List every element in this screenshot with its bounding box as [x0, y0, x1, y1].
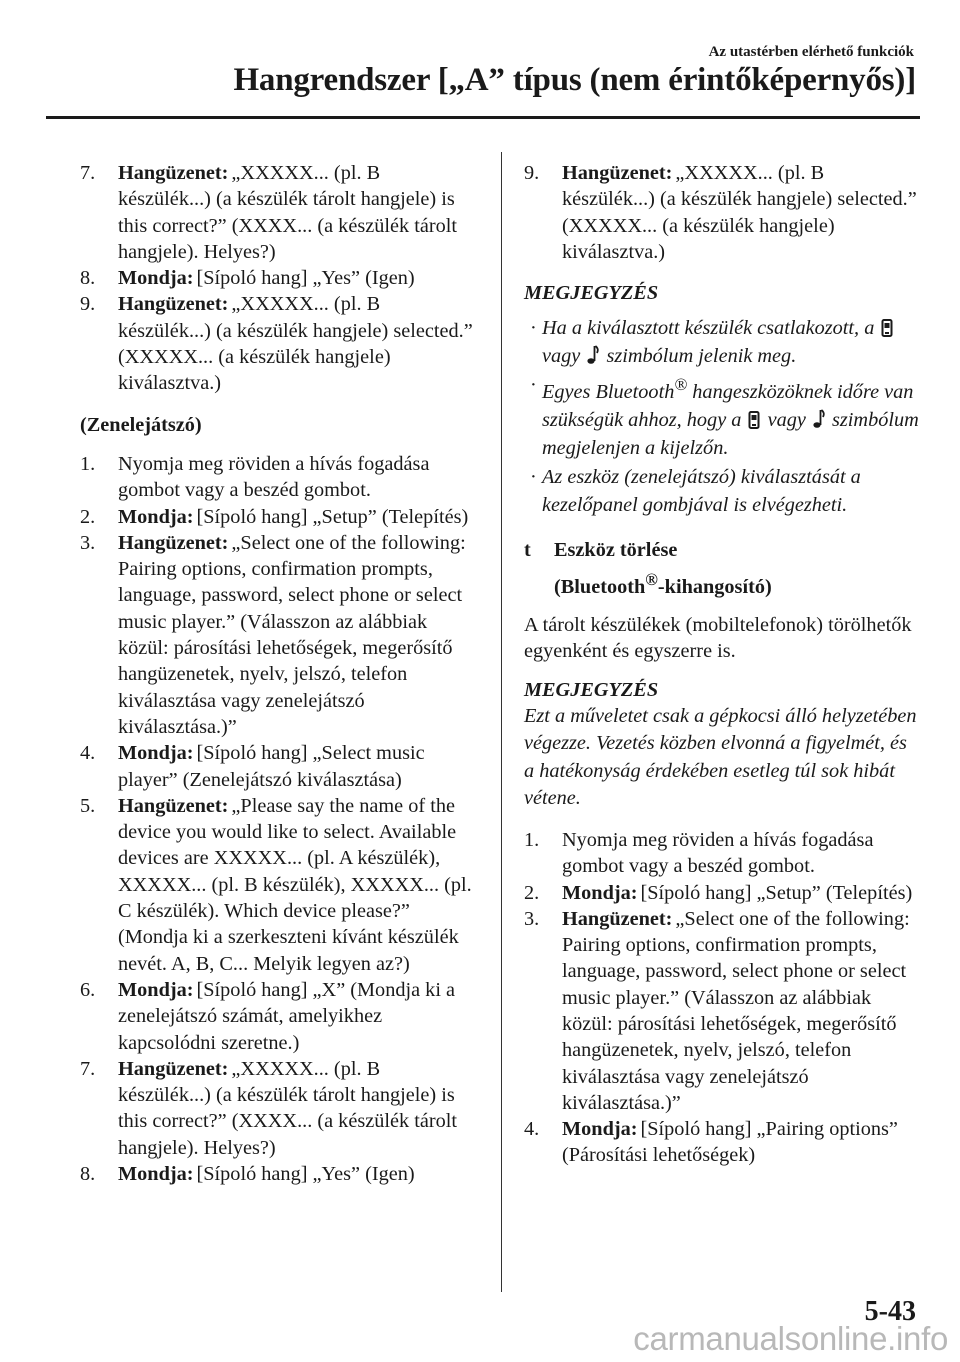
note-text: szimbólum megjelenjen a kijelzőn.	[542, 409, 919, 460]
step-number: 1.	[80, 452, 96, 475]
step-text: [Sípoló hang] „Setup” (Telepítés)	[640, 881, 913, 904]
step-text: [Sípoló hang] „Setup” (Telepítés)	[196, 505, 469, 528]
page-title: Hangrendszer [„A” típus (nem érintőképernyős)]	[233, 62, 916, 98]
list-item	[524, 906, 922, 1116]
list-item	[80, 265, 478, 291]
step-label: Mondja:	[562, 881, 638, 904]
note-text: vagy	[542, 345, 581, 368]
right-column	[524, 160, 922, 1169]
left-column	[80, 160, 478, 1187]
step-number: 2.	[80, 505, 96, 528]
step-number: 3.	[80, 531, 96, 554]
note-text: Egyes Bluetooth	[542, 381, 675, 404]
watermark: carmanualsonline.info	[633, 1320, 948, 1357]
list-item	[80, 1056, 478, 1161]
note-paragraph: Ezt a műveletet csak a gépkocsi álló helyzetében végezze. Vezetés közben elvonná a figyelmét, és a hatékonyság érdekében esetleg túl sok hibát vétene.	[524, 704, 917, 810]
step-label: Mondja:	[562, 1118, 638, 1141]
list-item	[80, 793, 478, 977]
list-item	[80, 291, 478, 396]
step-label: Hangüzenet:	[118, 293, 229, 316]
steps-list	[80, 451, 478, 1187]
header-rule	[46, 116, 920, 119]
step-label: Hangüzenet:	[118, 794, 229, 817]
step-text: Nyomja meg röviden a hívás fogadása gombot vagy a beszéd gombot.	[118, 452, 430, 502]
list-item	[524, 880, 922, 906]
subsection-heading	[524, 535, 922, 602]
step-text: [Sípoló hang] „Select music player” (Zenelejátszó kiválasztása)	[118, 742, 425, 791]
step-number: 1.	[524, 828, 540, 851]
step-text: „XXXXX... (pl. B készülék...) (a készülék hangjele) selected.” (XXXXX... (a készülék hangjele) kiválasztva.)	[118, 293, 473, 395]
step-text: „Select one of the following: Pairing options, confirmation prompts, language, password, select phone or select music player.” (Válasszon az alábbiak közül: párosítási lehetőségek, megerősítő hangüzenetek, nyelv, jelszó, telefon kiválasztása vagy zenelejátszó kiválasztása.)”	[118, 531, 466, 738]
step-text: „Please say the name of the device you would like to select. Available devices are XXXXX... (pl. A készülék), XXXXX... (pl. B készülék), XXXXX... (pl. C készülék). Which device please?” (Mondja ki a szerkeszteni kívánt készülék nevét. A, B, C... Melyik legyen az?)	[118, 794, 472, 975]
step-number: 2.	[524, 881, 540, 904]
section-heading: (Zenelejátszó)	[80, 413, 202, 436]
steps-list	[524, 160, 922, 265]
list-item	[80, 530, 478, 740]
step-label: Hangüzenet:	[562, 907, 673, 930]
note-heading: MEGJEGYZÉS	[524, 282, 659, 305]
step-number: 4.	[524, 1118, 540, 1141]
list-item	[80, 740, 478, 793]
note-text: vagy	[767, 409, 806, 432]
step-number: 9.	[524, 162, 540, 184]
note-text: hangeszközöknek időre van szükségük ahhoz, hogy a	[542, 381, 914, 432]
registered-mark: ®	[674, 375, 688, 395]
list-item	[80, 977, 478, 1056]
list-item	[524, 314, 922, 370]
phone-icon	[881, 319, 893, 337]
list-item	[524, 827, 922, 880]
step-number: 9.	[80, 293, 96, 316]
note-text: szimbólum jelenik meg.	[606, 345, 797, 368]
step-text: „XXXXX... (pl. B készülék...) (a készülék hangjele) selected.” (XXXXX... (a készülék hangjele) kiválasztva.)	[562, 162, 917, 263]
step-text: [Sípoló hang] „Pairing options” (Párosítási lehetőségek)	[562, 1118, 898, 1167]
step-number: 8.	[80, 1162, 96, 1185]
step-label: Hangüzenet:	[118, 1057, 229, 1080]
step-text: „XXXXX... (pl. B készülék...) (a készülék tárolt hangjele) is this correct?” (XXXX... (a készülék tárolt hangjele). Helyes?)	[118, 162, 458, 263]
step-label: Mondja:	[118, 1162, 194, 1185]
subsection-subtitle: (Bluetooth®-kihangosító)	[554, 570, 772, 599]
list-item	[80, 504, 478, 530]
step-text: [Sípoló hang] „X” (Mondja ki a zenelejátszó számát, amelyikhez kapcsolódni szeretne.)	[118, 978, 456, 1054]
step-text: „XXXXX... (pl. B készülék...) (a készülék tárolt hangjele) is this correct?” (XXXX... (a készülék tárolt hangjele). Helyes?)	[118, 1057, 458, 1159]
step-number: 5.	[80, 794, 96, 817]
step-number: 8.	[80, 267, 96, 290]
music-note-icon	[813, 409, 825, 429]
notes-list	[524, 314, 922, 519]
step-text: „Select one of the following: Pairing options, confirmation prompts, language, password, select phone or select music player.” (Válasszon az alábbiak közül: párosítási lehetőségek, megerősítő hangüzenetek, nyelv, jelszó, telefon kiválasztása vagy zenelejátszó kiválasztása.)”	[562, 907, 910, 1114]
step-number: 7.	[80, 1057, 96, 1080]
registered-mark: ®	[645, 570, 658, 590]
phone-icon	[748, 411, 760, 429]
note-heading: MEGJEGYZÉS	[524, 678, 659, 701]
step-label: Hangüzenet:	[118, 162, 229, 184]
list-item	[524, 371, 922, 462]
music-note-icon	[587, 345, 599, 365]
page-number: 5-43	[864, 1296, 916, 1327]
steps-list	[80, 160, 478, 397]
step-number: 7.	[80, 162, 96, 184]
list-item	[524, 1116, 922, 1169]
list-item	[80, 160, 478, 265]
list-item	[80, 1161, 478, 1187]
bullet-icon: ·	[530, 317, 537, 340]
subsection-title: Eszköz törlése	[554, 539, 678, 562]
step-number: 6.	[80, 978, 96, 1001]
note-text: Ha a kiválasztott készülék csatlakozott, a	[542, 317, 875, 340]
step-label: Mondja:	[118, 267, 194, 290]
bullet-icon: ·	[530, 466, 537, 489]
step-label: Mondja:	[118, 742, 194, 765]
bullet-icon: ·	[530, 374, 537, 397]
step-text: [Sípoló hang] „Yes” (Igen)	[196, 1162, 415, 1185]
section-caption: Az utastérben elérhető funkciók	[708, 44, 914, 60]
section-marker: t	[524, 539, 531, 562]
step-label: Mondja:	[118, 505, 194, 528]
step-label: Mondja:	[118, 978, 194, 1001]
list-item	[80, 451, 478, 504]
column-divider	[501, 152, 502, 1292]
step-number: 3.	[524, 907, 540, 930]
step-label: Hangüzenet:	[118, 531, 229, 554]
intro-paragraph: A tárolt készülékek (mobiltelefonok) törölhetők egyenként és egyszerre is.	[524, 614, 912, 663]
step-number: 4.	[80, 742, 96, 765]
step-text: Nyomja meg röviden a hívás fogadása gombot vagy a beszéd gombot.	[562, 828, 874, 878]
list-item	[524, 160, 922, 265]
list-item	[524, 463, 922, 519]
step-text: [Sípoló hang] „Yes” (Igen)	[196, 267, 415, 290]
step-label: Hangüzenet:	[562, 162, 673, 184]
steps-list	[524, 827, 922, 1169]
note-text: Az eszköz (zenelejátszó) kiválasztását a kezelőpanel gombjával is elvégezheti.	[542, 466, 861, 517]
